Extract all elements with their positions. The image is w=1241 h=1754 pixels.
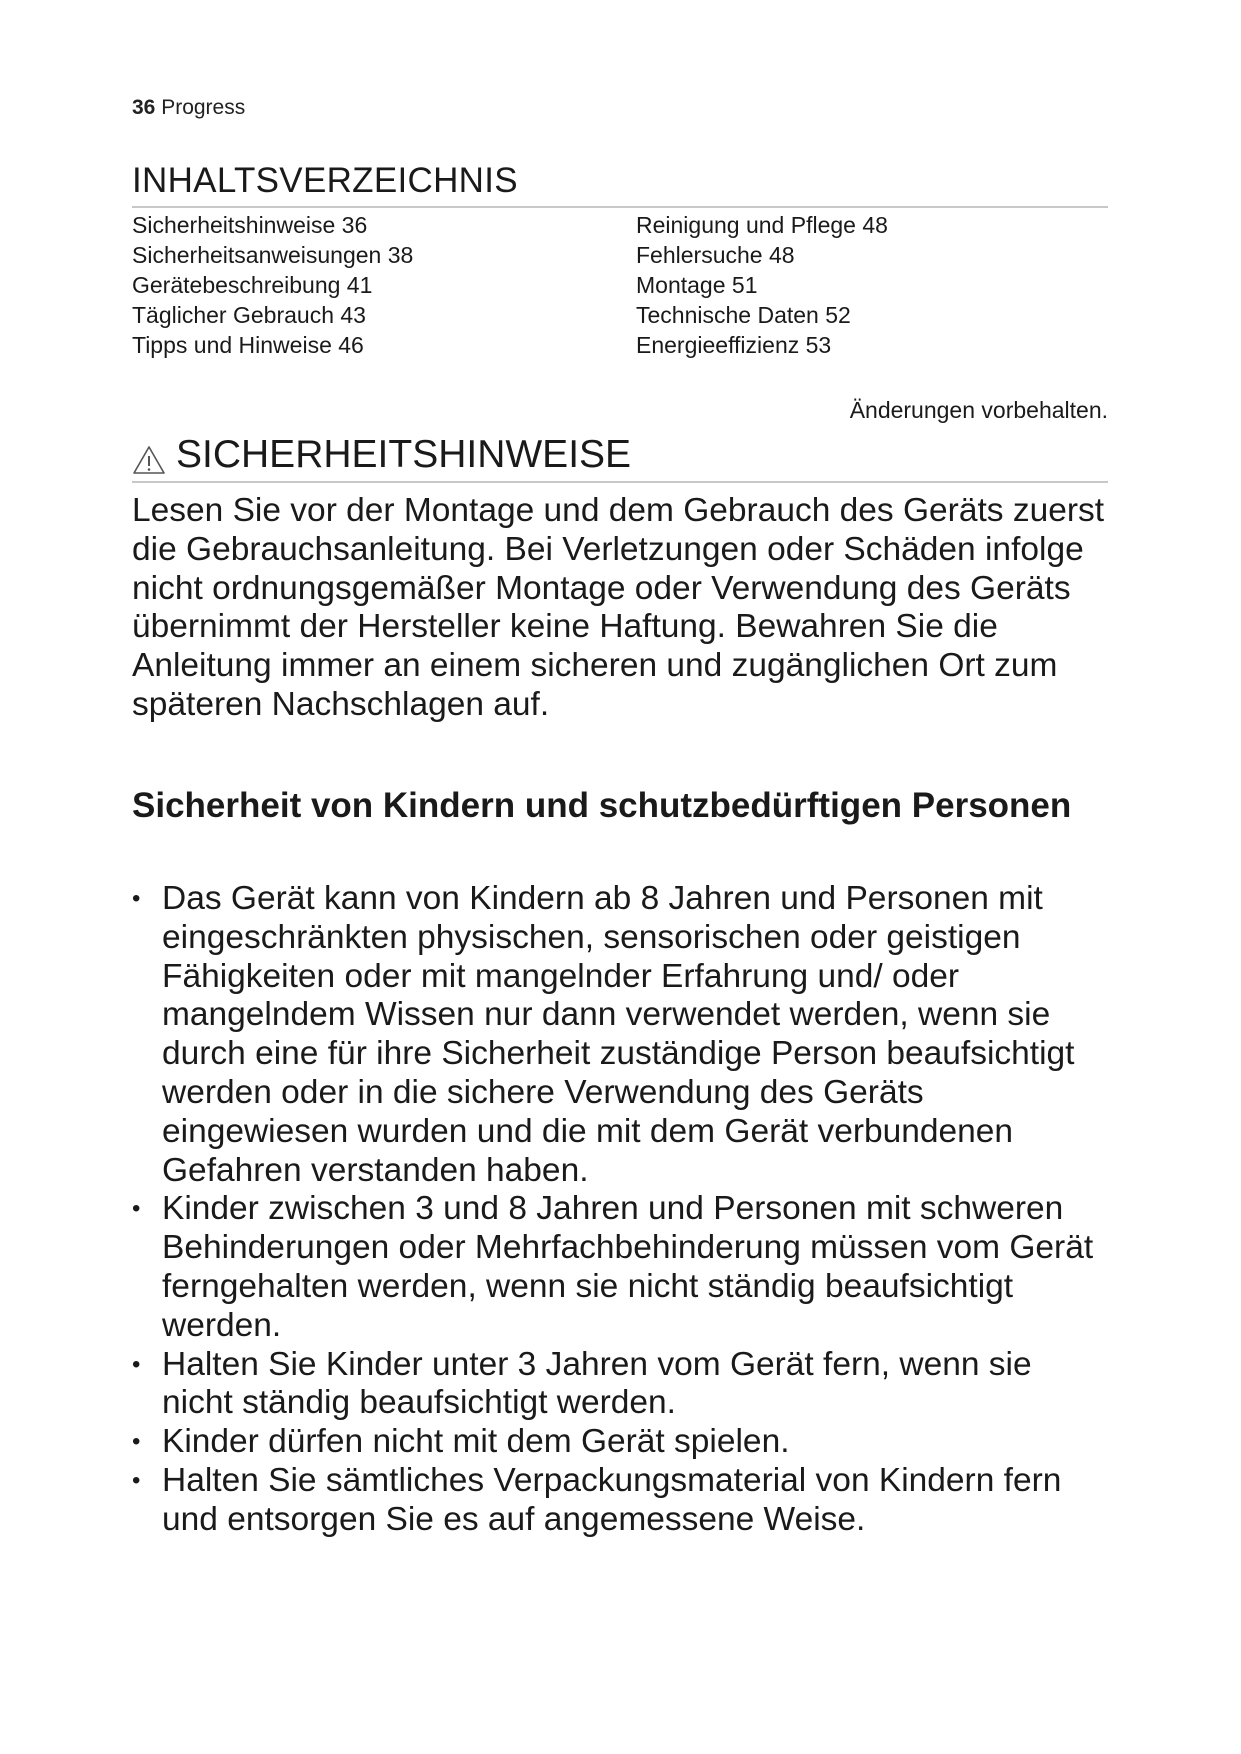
toc-entry: Täglicher Gebrauch 43 <box>132 302 366 328</box>
list-item <box>132 1423 1108 1462</box>
bullet-marker: • <box>132 1350 141 1378</box>
toc-title: INHALTSVERZEICHNIS <box>132 161 518 200</box>
bullet-list <box>132 880 1108 1540</box>
brand-name: Progress <box>161 96 246 119</box>
bullet-marker: • <box>132 1428 141 1456</box>
toc-entry: Sicherheitsanweisungen 38 <box>132 242 414 268</box>
toc-entry: Energieeffizienz 53 <box>636 332 832 358</box>
list-item-text: Halten Sie Kinder unter 3 Jahren vom Gerät fern, wenn sie nicht ständig beaufsichtigt werden. <box>162 1345 1032 1422</box>
toc-entry: Sicherheitshinweise 36 <box>132 212 368 238</box>
bullet-marker: • <box>132 1466 141 1494</box>
toc-entry: Reinigung und Pflege 48 <box>636 212 888 238</box>
toc-entry: Gerätebeschreibung 41 <box>132 272 373 298</box>
subsection-title: Sicherheit von Kindern und schutzbedürftigen Personen <box>132 786 1072 825</box>
list-item <box>132 1190 1108 1345</box>
running-header <box>132 96 245 120</box>
bullet-marker: • <box>132 1195 141 1223</box>
toc-entry: Fehlersuche 48 <box>636 242 795 268</box>
list-item <box>132 1462 1108 1540</box>
list-item-text: Das Gerät kann von Kindern ab 8 Jahren und Personen mit eingeschränkten physischen, sensorischen oder geistigen Fähigkeiten oder mit mangelnder Erfahrung und/ oder mangelndem Wissen nur dann verwendet werden, wenn sie durch eine für ihre Sicherheit zuständige Person beaufsichtigt werden oder in die sichere Verwendung des Geräts eingewiesen wurden und die mit dem Gerät verbundenen Gefahren verstanden haben. <box>162 880 1075 1189</box>
toc-divider <box>132 206 1108 208</box>
table-of-contents <box>132 210 1108 360</box>
list-item-text: Kinder dürfen nicht mit dem Gerät spielen. <box>162 1423 790 1461</box>
section-title <box>132 432 631 478</box>
toc-right-column <box>636 210 1108 360</box>
intro-paragraph: Lesen Sie vor der Montage und dem Gebrauch des Geräts zuerst die Gebrauchsanleitung. Bei Verletzungen oder Schäden infolge nicht ordnungsgemäßer Montage oder Verwendung des Geräts übernimmt der Hersteller keine Haftung. Bewahren Sie die Anleitung immer an einem sicheren und zugänglichen Ort zum späteren Nachschlagen auf. <box>132 492 1105 723</box>
list-item-text: Kinder zwischen 3 und 8 Jahren und Personen mit schweren Behinderungen oder Mehrfachbehinderung müssen vom Gerät ferngehalten werden, wenn sie nicht ständig beaufsichtigt werden. <box>162 1190 1094 1344</box>
section-divider <box>132 481 1108 483</box>
changes-notice: Änderungen vorbehalten. <box>849 397 1108 423</box>
toc-entry: Technische Daten 52 <box>636 302 851 328</box>
toc-entry: Montage 51 <box>636 272 758 298</box>
toc-entry: Tipps und Hinweise 46 <box>132 332 364 358</box>
page-number: 36 <box>132 96 156 119</box>
list-item-text: Halten Sie sämtliches Verpackungsmaterial von Kindern fern und entsorgen Sie es auf angemessene Weise. <box>162 1461 1062 1538</box>
section-title-text: SICHERHEITSHINWEISE <box>176 433 632 476</box>
toc-left-column <box>132 210 636 360</box>
list-item <box>132 1346 1108 1424</box>
bullet-marker: • <box>132 885 141 912</box>
list-item <box>132 880 1108 1190</box>
warning-triangle-icon <box>132 440 166 470</box>
